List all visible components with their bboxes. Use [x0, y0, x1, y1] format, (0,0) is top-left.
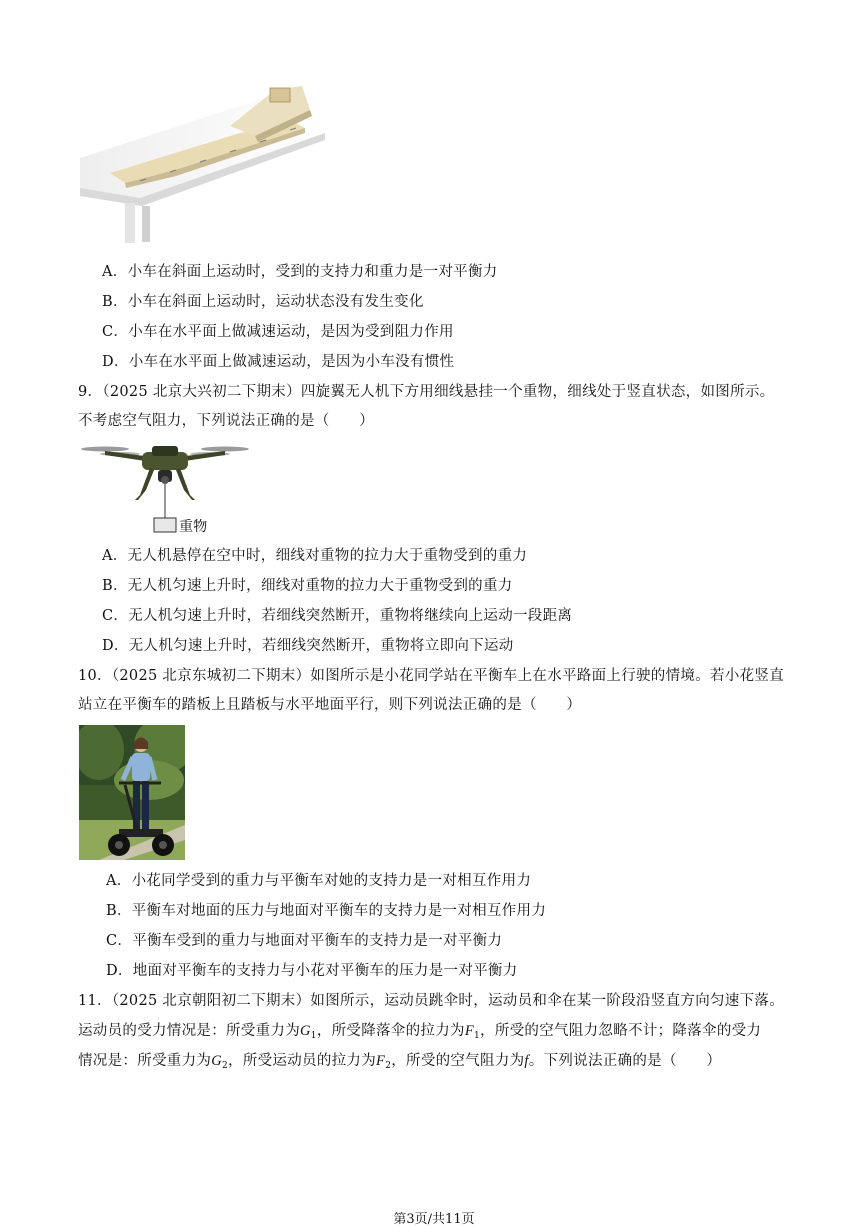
q9-option-a: A．无人机悬停在空中时，细线对重物的拉力大于重物受到的重力 [102, 548, 528, 564]
q11-text: ，所受的空气阻力为 [391, 1053, 525, 1069]
q10-stem-line2: 站立在平衡车的踏板上且踏板与水平地面平行，则下列说法正确的是（ ） [78, 697, 582, 713]
page-number: 第3页/共11页 [393, 1212, 475, 1227]
q11-symbol-friction: f [524, 1053, 529, 1069]
q11-symbol-f: F [464, 1023, 474, 1039]
q11-text: ，所受降落伞的拉力为 [316, 1023, 465, 1039]
q9-option-b: B．无人机匀速上升时，细线对重物的拉力大于重物受到的重力 [102, 578, 513, 594]
q11-stem-line1: 11．（2025 北京朝阳初二下期末）如图所示，运动员跳伞时，运动员和伞在某一阶段沿竖直方向匀速下落。 [78, 993, 785, 1009]
q11-stem-line2 [78, 1021, 761, 1046]
q10-option-b: B．平衡车对地面的压力与地面对平衡车的支持力是一对相互作用力 [106, 903, 547, 919]
q10-option-a: A．小花同学受到的重力与平衡车对她的支持力是一对相互作用力 [106, 873, 532, 889]
q8-option-a: A．小车在斜面上运动时，受到的支持力和重力是一对平衡力 [102, 264, 498, 280]
q11-symbol-g: G [211, 1053, 222, 1069]
drone-figure [80, 440, 250, 540]
q11-text: ，所受运动员的拉力为 [228, 1053, 377, 1069]
q8-option-d: D．小车在水平面上做减速运动，是因为小车没有惯性 [102, 354, 455, 370]
q10-option-d: D．地面对平衡车的支持力与小花对平衡车的压力是一对平衡力 [106, 963, 518, 979]
q9-option-c: C．无人机匀速上升时，若细线突然断开，重物将继续向上运动一段距离 [102, 608, 573, 624]
q11-subscript: 1 [310, 1031, 317, 1041]
q8-option-b: B．小车在斜面上运动时，运动状态没有发生变化 [102, 294, 424, 310]
q9-stem-line2: 不考虑空气阻力，下列说法正确的是（ ） [78, 413, 374, 429]
q10-stem-line1: 10．（2025 北京东城初二下期末）如图所示是小花同学站在平衡车上在水平路面上行驶的情境。若小花竖直 [78, 668, 785, 684]
q11-subscript: 2 [221, 1061, 229, 1071]
q11-subscript: 2 [385, 1061, 392, 1071]
q11-subscript: 1 [473, 1031, 481, 1041]
q11-text: 。下列说法正确的是（ ） [528, 1053, 722, 1069]
q11-symbol-g: G [300, 1023, 311, 1039]
q8-option-c: C．小车在水平面上做减速运动，是因为受到阻力作用 [102, 324, 454, 340]
q11-text: 运动员的受力情况是：所受重力为 [78, 1023, 300, 1039]
q11-text: ，所受的空气阻力忽略不计；降落伞的受力 [480, 1023, 762, 1039]
q9-option-d: D．无人机匀速上升时，若细线突然断开，重物将立即向下运动 [102, 638, 514, 654]
q10-option-c: C．平衡车受到的重力与地面对平衡车的支持力是一对平衡力 [106, 933, 503, 949]
q9-stem-line1: 9．（2025 北京大兴初二下期末）四旋翼无人机下方用细线悬挂一个重物，细线处于竖直状态，如图所示。 [78, 384, 775, 400]
q11-stem-line3 [78, 1051, 721, 1076]
incline-figure [80, 78, 325, 246]
q11-symbol-f: F [376, 1053, 386, 1069]
q11-text: 情况是：所受重力为 [78, 1053, 212, 1069]
weight-label: 重物 [179, 519, 208, 535]
segway-photo [79, 725, 185, 860]
